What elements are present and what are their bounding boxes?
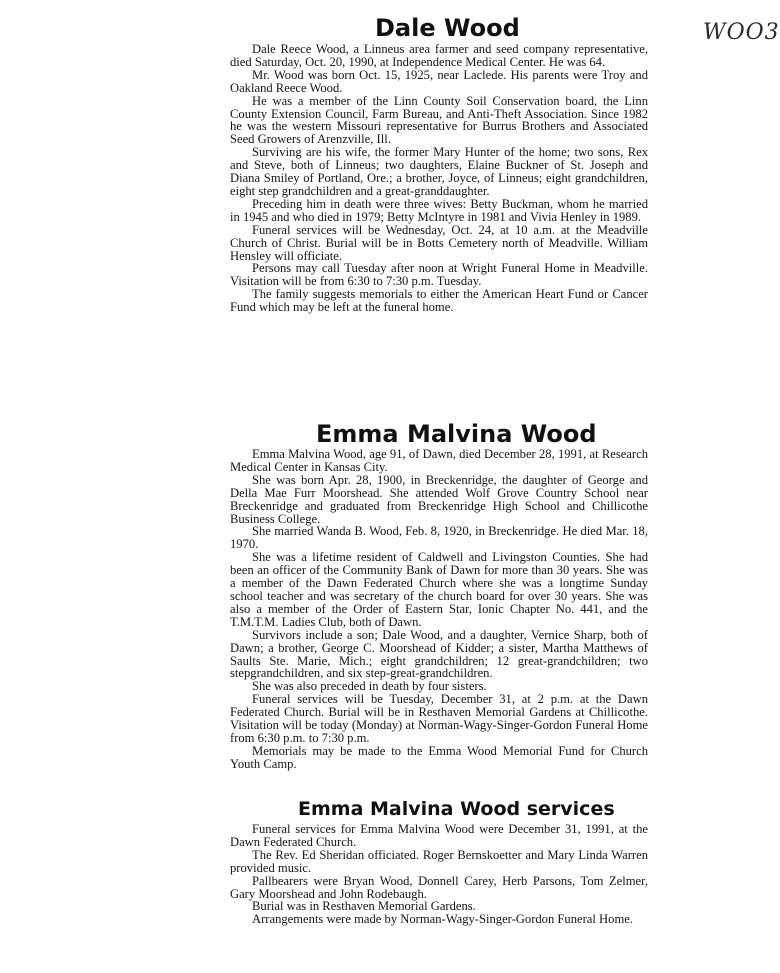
paragraph: Persons may call Tuesday after noon at Wright Funeral Home in Meadville. Visitation will be from 6:30 to 7:30 p.m. Tuesday. xyxy=(230,261,648,289)
paragraph: The Rev. Ed Sheridan officiated. Roger Bernskoetter and Mary Linda Warren provided music. xyxy=(230,847,648,875)
paragraph: She was also preceded in death by four sisters. xyxy=(252,679,487,694)
services-title-emma-wood: Emma Malvina Wood services xyxy=(298,798,615,820)
obituary-body-dale-wood xyxy=(230,43,648,314)
paragraph: She married Wanda B. Wood, Feb. 8, 1920, in Breckenridge. He died Mar. 18, 1970. xyxy=(230,524,648,552)
obituary-body-emma-wood xyxy=(230,448,648,771)
paragraph: Memorials may be made to the Emma Wood Memorial Fund for Church Youth Camp. xyxy=(230,743,648,771)
paragraph: Mr. Wood was born Oct. 15, 1925, near Laclede. His parents were Troy and Oakland Reece Wood. xyxy=(230,67,648,95)
paragraph: Burial was in Resthaven Memorial Gardens. xyxy=(252,899,476,914)
paragraph: She was a lifetime resident of Caldwell and Livingston Counties. She had been an officer of the Community Bank of Dawn for more than 30 years. She was a member of the Dawn Federated Church where she was a longtime Sunday school teacher and was secretary of the church board for over 30 years. She was also a member of the Order of Eastern Star, Ionic Chapter No. 441, and the T.M.T.M. Ladies Club, both of Dawn. xyxy=(230,550,648,629)
handwritten-annotation: WOO3 xyxy=(703,20,780,45)
paragraph: Funeral services will be Tuesday, December 31, at 2 p.m. at the Dawn Federated Church. Burial will be in Resthaven Memorial Gardens at Chillicothe. Visitation will be today (Monday) at Norman-Wagy-Singer-Gordon Funeral Home from 6:30 p.m. to 7:30 p.m. xyxy=(230,692,648,745)
obituary-title-dale-wood: Dale Wood xyxy=(375,14,520,42)
paragraph: Funeral services for Emma Malvina Wood were December 31, 1991, at the Dawn Federated Church. xyxy=(230,822,648,849)
services-body-emma-wood xyxy=(230,823,648,926)
obituary-title-emma-wood: Emma Malvina Wood xyxy=(316,420,597,448)
paragraph: Surviving are his wife, the former Mary Hunter of the home; two sons, Rex and Steve, both of Linneus; two daughters, Elaine Buckner of St. Joseph and Diana Smiley of Portland, Ore.; a brother, Joyce, of Linneus; eight grandchildren, eight step grandchildren and a great-granddaughter. xyxy=(230,145,648,198)
paragraph: Funeral services will be Wednesday, Oct. 24, at 10 a.m. at the Meadville Church of Christ. Burial will be in Botts Cemetery north of Meadville. William Hensley will officiate. xyxy=(230,222,648,263)
paragraph: Arrangements were made by Norman-Wagy-Singer-Gordon Funeral Home. xyxy=(252,912,633,927)
paragraph: The family suggests memorials to either the American Heart Fund or Cancer Fund which may be left at the funeral home. xyxy=(230,287,648,315)
paragraph: Emma Malvina Wood, age 91, of Dawn, died December 28, 1991, at Research Medical Center in Kansas City. xyxy=(230,447,648,474)
paragraph: She was born Apr. 28, 1900, in Breckenridge, the daughter of George and Della Mae Furr Moorshead. She attended Wolf Grove Country School near Breckenridge and graduated from Breckenridge High School and Chillicothe Business College. xyxy=(230,472,648,526)
paragraph: He was a member of the Linn County Soil Conservation board, the Linn County Extension Council, Farm Bureau, and Anti-Theft Association. Since 1982 he was the western Missouri representative for Burrus Brothers and Associated Seed Growers of Arenzville, Ill. xyxy=(230,93,648,147)
paragraph: Pallbearers were Bryan Wood, Donnell Carey, Herb Parsons, Tom Zelmer, Gary Moorshead and John Rodebaugh. xyxy=(230,873,648,901)
paragraph: Survivors include a son; Dale Wood, and a daughter, Vernice Sharp, both of Dawn; a brother, George C. Moorshead of Kidder; a sister, Martha Matthews of Saults Ste. Marie, Mich.; eight grandchildren; 12 great-grandchildren; two stepgrandchildren, and six step-great-grandchildren. xyxy=(230,627,648,681)
paragraph: Dale Reece Wood, a Linneus area farmer and seed company representative, died Saturday, Oct. 20, 1990, at Independence Medical Center. He was 64. xyxy=(230,42,648,69)
paragraph: Preceding him in death were three wives: Betty Buckman, whom he married in 1945 and who died in 1979; Betty McIntyre in 1981 and Vivia Henley in 1989. xyxy=(230,196,648,224)
